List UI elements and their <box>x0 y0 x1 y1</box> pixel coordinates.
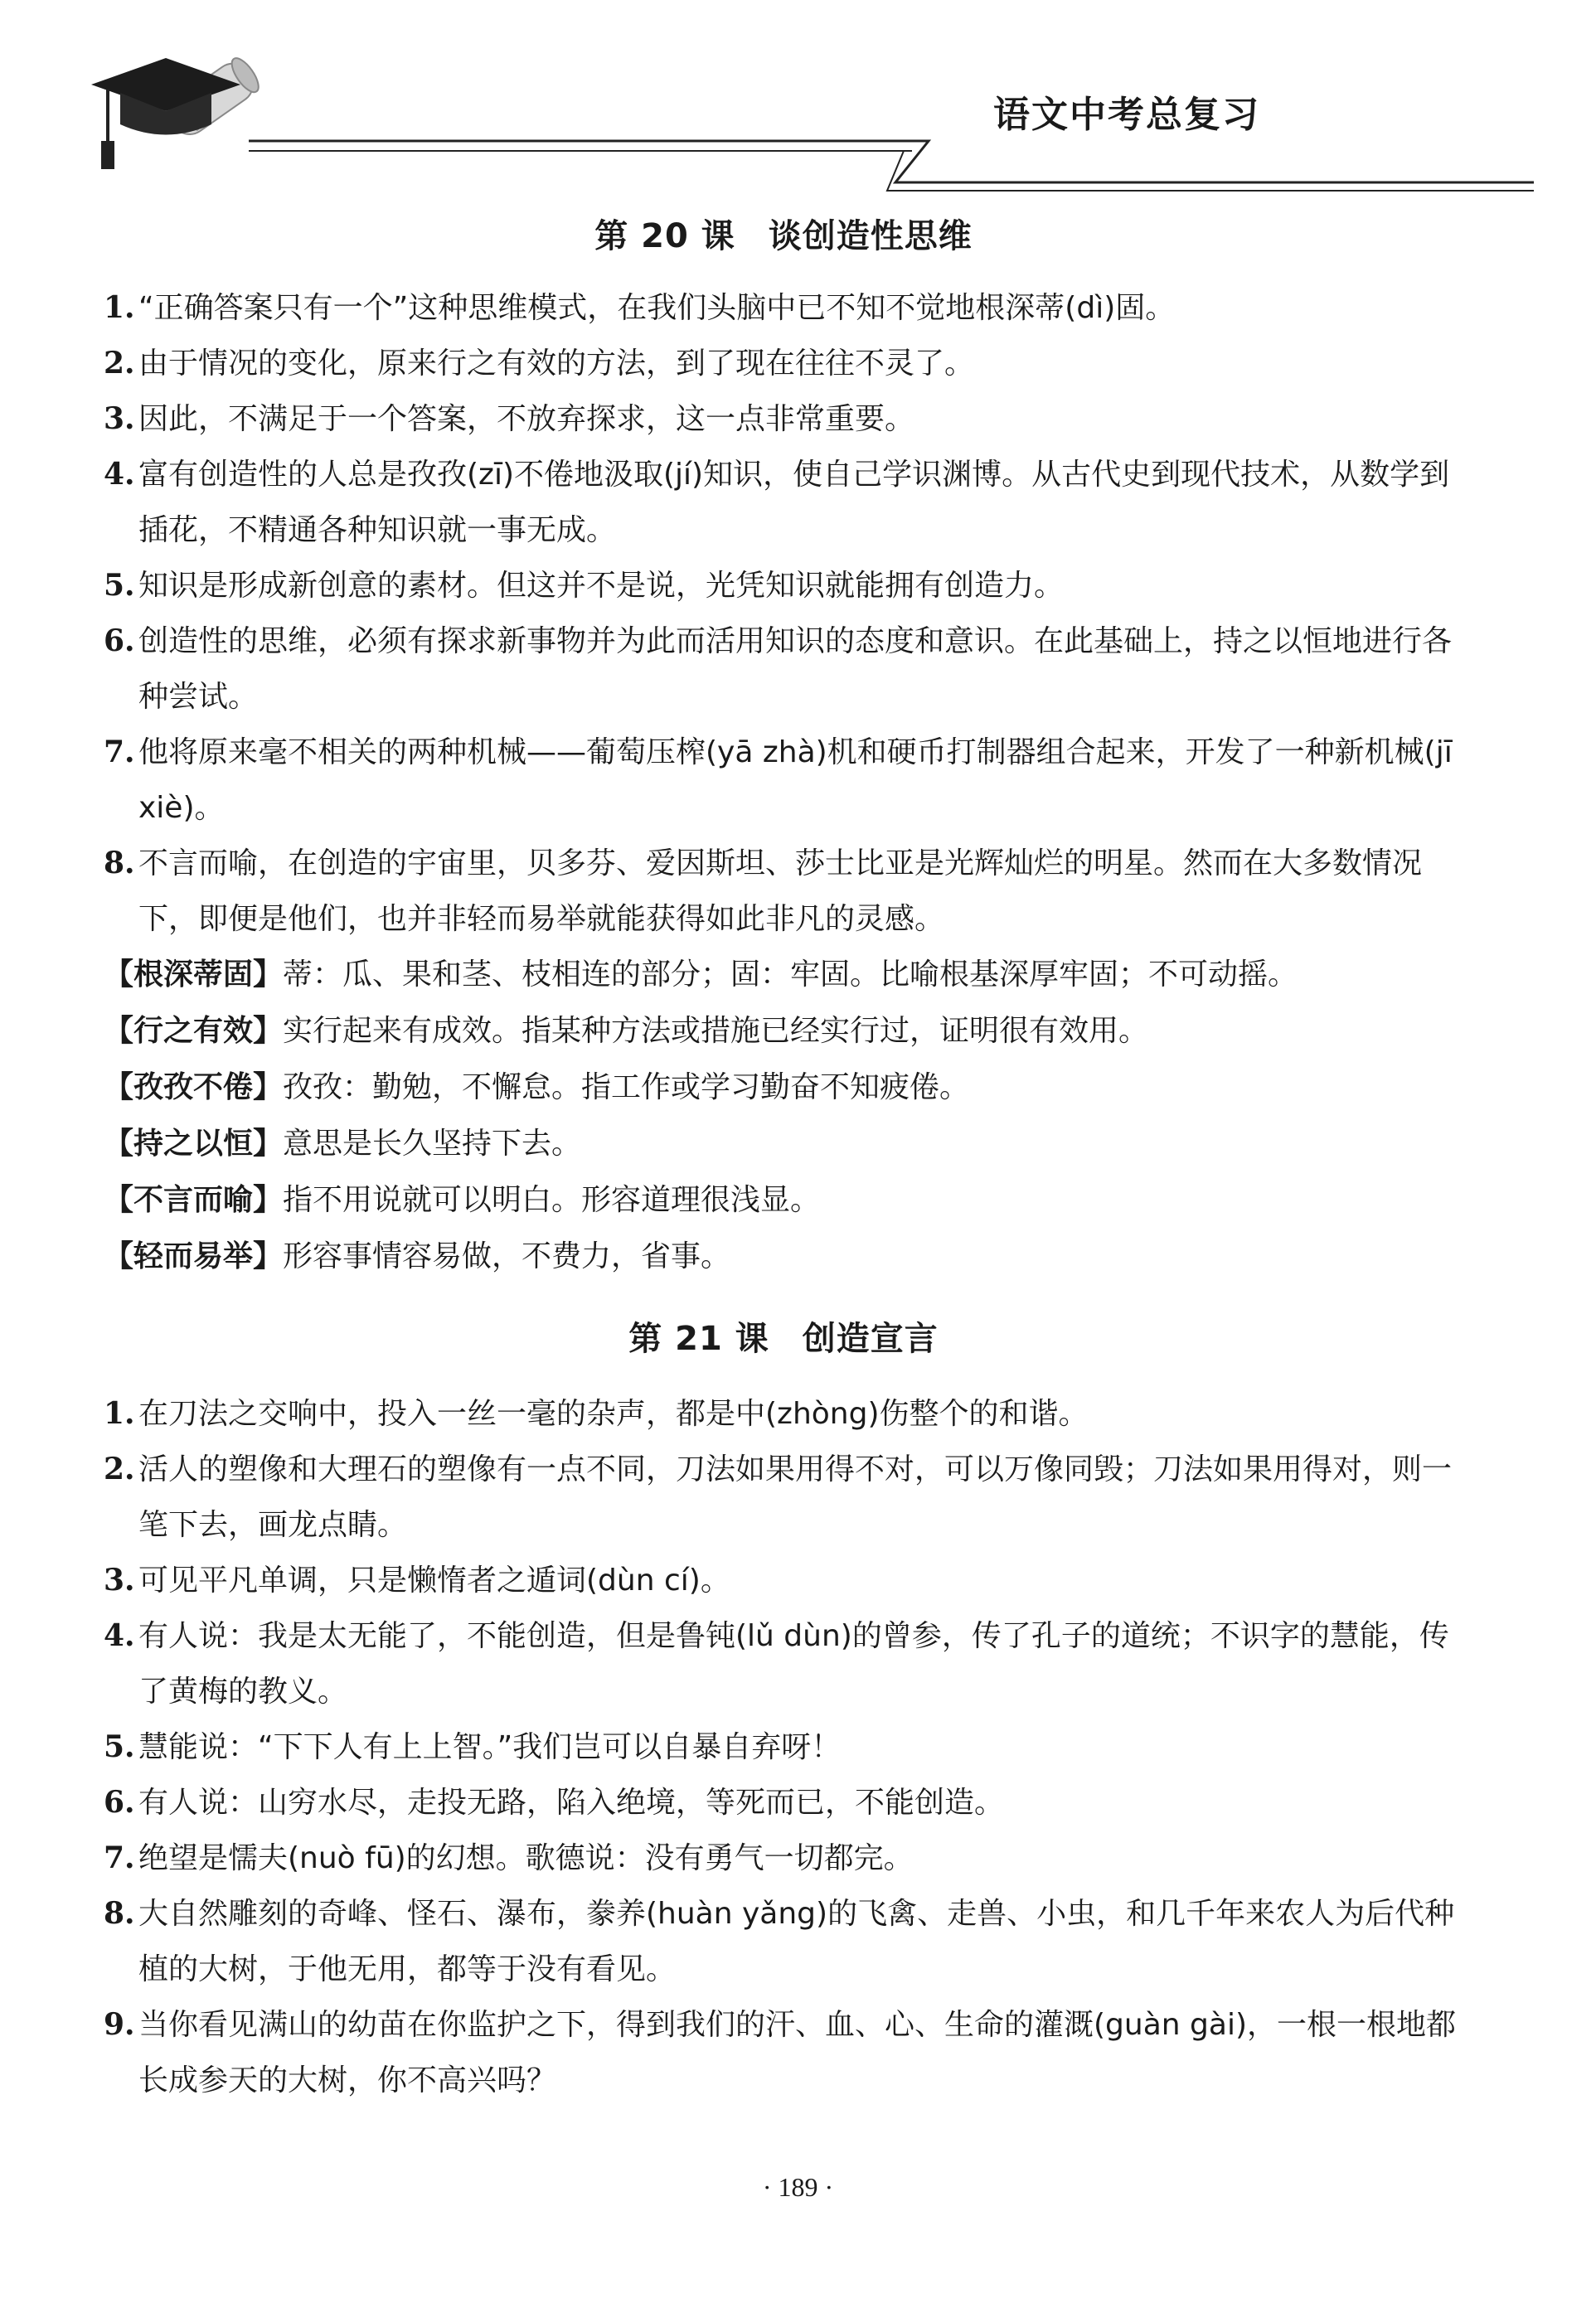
item-text: 慧能说：“下下人有上上智。”我们岂可以自暴自弃呀！ <box>138 1730 842 1764</box>
definition-entry <box>104 1229 1463 1285</box>
definition-term: 【孜孜不倦】 <box>104 1070 284 1104</box>
list-item: 8. 大自然雕刻的奇峰、怪石、瀑布，豢养(huàn yǎng)的飞禽、走兽、小虫，和几千年来农人为后代种植的大树，于他无用，都等于没有看见。 <box>104 1896 1455 1986</box>
list-item: 3. 可见平凡单调，只是懒惰者之遁词(dùn cí)。 <box>104 1563 730 1598</box>
item-text: 有人说：山穷水尽，走投无路，陷入绝境，等死而已，不能创造。 <box>138 1786 1005 1820</box>
list-item: 1. 在刀法之交响中，投入一丝一毫的杂声，都是中(zhòng)伤整个的和谐。 <box>104 1396 1089 1431</box>
item-text: 当你看见满山的幼苗在你监护之下，得到我们的汗、血、心、生命的灌溉(guàn gài)，一根一根地都长成参天的大树，你不高兴吗？ <box>138 2008 1456 2097</box>
book-title: 语文中考总复习 <box>993 94 1260 136</box>
list-item: 7. 他将原来毫不相关的两种机械——葡萄压榨(yā zhà)机和硬币打制器组合起来，开发了一种新机械(jī xiè)。 <box>104 735 1453 825</box>
graduation-cap-icon <box>83 33 274 174</box>
item-text: 在刀法之交响中，投入一丝一毫的杂声，都是中(zhòng)伤整个的和谐。 <box>138 1397 1089 1431</box>
definition-entry <box>104 1003 1463 1060</box>
lesson-20-title <box>104 207 1463 265</box>
item-text: “正确答案只有一个”这种思维模式，在我们头脑中已不知不觉地根深蒂(dì)固。 <box>138 291 1176 325</box>
definition-entry <box>104 947 1463 1003</box>
item-text: 不言而喻，在创造的宇宙里，贝多芬、爱因斯坦、莎士比亚是光辉灿烂的明星。然而在大多数情况下，即便是他们，也并非轻而易举就能获得如此非凡的灵感。 <box>138 846 1423 936</box>
lesson-21-title <box>104 1310 1463 1368</box>
list-item: 6. 有人说：山穷水尽，走投无路，陷入绝境，等死而已，不能创造。 <box>104 1785 1005 1820</box>
list-item: 3. 因此，不满足于一个答案，不放弃探求，这一点非常重要。 <box>104 401 915 436</box>
item-text: 由于情况的变化，原来行之有效的方法，到了现在往往不灵了。 <box>138 347 975 381</box>
definition-entry <box>104 1172 1463 1229</box>
page-header <box>83 33 1459 182</box>
list-item: 6. 创造性的思维，必须有探求新事物并为此而活用知识的态度和意识。在此基础上，持之以恒地进行各种尝试。 <box>104 623 1453 714</box>
list-item: 5. 知识是形成新创意的素材。但这并不是说，光凭知识就能拥有创造力。 <box>104 568 1065 603</box>
item-text: 活人的塑像和大理石的塑像有一点不同，刀法如果用得不对，可以万像同毁；刀法如果用得对，则一笔下去，画龙点睛。 <box>138 1452 1453 1542</box>
list-item: 2. 由于情况的变化，原来行之有效的方法，到了现在往往不灵了。 <box>104 346 975 381</box>
definition-text: 孜孜：勤勉，不懈怠。指工作或学习勤奋不知疲倦。 <box>283 1070 970 1104</box>
lesson-number: 第 20 课 <box>594 217 735 255</box>
item-text: 绝望是懦夫(nuò fū)的幻想。歌德说：没有勇气一切都完。 <box>138 1841 914 1875</box>
item-text: 创造性的思维，必须有探求新事物并为此而活用知识的态度和意识。在此基础上，持之以恒地进行各种尝试。 <box>138 624 1453 714</box>
item-text: 因此，不满足于一个答案，不放弃探求，这一点非常重要。 <box>138 402 915 436</box>
item-text: 富有创造性的人总是孜孜(zī)不倦地汲取(jí)知识，使自己学识渊博。从古代史到现代技术，从数学到插花，不精通各种知识就一事无成。 <box>138 458 1450 547</box>
item-text: 他将原来毫不相关的两种机械——葡萄压榨(yā zhà)机和硬币打制器组合起来，开发了一种新机械(jī xiè)。 <box>138 735 1453 825</box>
page-number: · 189 · <box>762 2172 834 2202</box>
definition-term: 【根深蒂固】 <box>104 958 284 992</box>
definition-text: 意思是长久坚持下去。 <box>283 1127 582 1161</box>
list-item: 4. 有人说：我是太无能了，不能创造，但是鲁钝(lǔ dùn)的曾参，传了孔子的道统；不识字的慧能，传了黄梅的教义。 <box>104 1618 1449 1709</box>
list-item: 5. 慧能说：“下下人有上上智。”我们岂可以自暴自弃呀！ <box>104 1729 842 1764</box>
list-item: 4. 富有创造性的人总是孜孜(zī)不倦地汲取(jí)知识，使自己学识渊博。从古代史到现代技术，从数学到插花，不精通各种知识就一事无成。 <box>104 457 1450 547</box>
header-rule <box>249 83 1534 207</box>
definition-text: 蒂：瓜、果和茎、枝相连的部分；固：牢固。比喻根基深厚牢固；不可动摇。 <box>283 958 1298 992</box>
definition-entry <box>104 1116 1463 1172</box>
item-text: 可见平凡单调，只是懒惰者之遁词(dùn cí)。 <box>138 1564 730 1598</box>
item-text: 大自然雕刻的奇峰、怪石、瀑布，豢养(huàn yǎng)的飞禽、走兽、小虫，和几千年来农人为后代种植的大树，于他无用，都等于没有看见。 <box>138 1897 1455 1986</box>
list-item: 1. “正确答案只有一个”这种思维模式，在我们头脑中已不知不觉地根深蒂(dì)固。 <box>104 290 1176 325</box>
lesson-name: 创造宣言 <box>802 1320 939 1358</box>
definition-term: 【轻而易举】 <box>104 1239 284 1273</box>
definition-text: 实行起来有成效。指某种方法或措施已经实行过，证明很有效用。 <box>283 1014 1149 1048</box>
list-item: 2. 活人的塑像和大理石的塑像有一点不同，刀法如果用得不对，可以万像同毁；刀法如果用得对，则一笔下去，画龙点睛。 <box>104 1452 1453 1542</box>
definition-text: 指不用说就可以明白。形容道理很浅显。 <box>283 1183 821 1217</box>
item-text: 有人说：我是太无能了，不能创造，但是鲁钝(lǔ dùn)的曾参，传了孔子的道统；不识字的慧能，传了黄梅的教义。 <box>138 1619 1449 1709</box>
lesson-number: 第 21 课 <box>628 1320 769 1358</box>
definition-text: 形容事情容易做，不费力，省事。 <box>283 1239 731 1273</box>
list-item: 9. 当你看见满山的幼苗在你监护之下，得到我们的汗、血、心、生命的灌溉(guàn gài)，一根一根地都长成参天的大树，你不高兴吗？ <box>104 2007 1456 2097</box>
definition-entry <box>104 1060 1463 1116</box>
main-content <box>104 207 1463 2108</box>
list-item: 7. 绝望是懦夫(nuò fū)的幻想。歌德说：没有勇气一切都完。 <box>104 1840 914 1875</box>
definition-term: 【持之以恒】 <box>104 1127 284 1161</box>
item-text: 知识是形成新创意的素材。但这并不是说，光凭知识就能拥有创造力。 <box>138 569 1065 603</box>
lesson-name: 谈创造性思维 <box>768 217 973 255</box>
list-item: 8. 不言而喻，在创造的宇宙里，贝多芬、爱因斯坦、莎士比亚是光辉灿烂的明星。然而在大多数情况下，即便是他们，也并非轻而易举就能获得如此非凡的灵感。 <box>104 846 1423 936</box>
definition-term: 【行之有效】 <box>104 1014 284 1048</box>
definition-term: 【不言而喻】 <box>104 1183 284 1217</box>
